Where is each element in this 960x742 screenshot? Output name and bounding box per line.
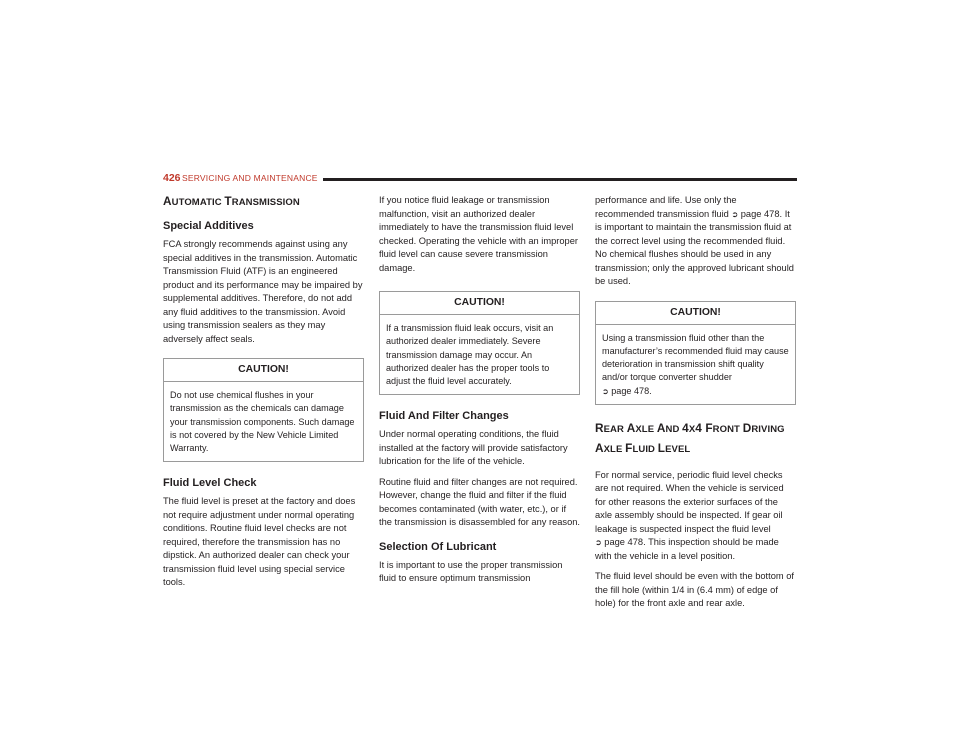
- caution-text: Using a transmission fluid other than the manufacturer’s recommended fluid may cause deterioration in transmission shift quality and/or torque converter shudder ➲ page 478.: [602, 332, 789, 396]
- caution-title: CAUTION!: [164, 359, 363, 382]
- rear-axle-heading: REAR AXLE AND 4X4 FRONT DRIVING AXLE FLUID LEVEL: [595, 420, 785, 455]
- lubricant-continued-text: performance and life. Use only the recommended transmission fluid ➲ page 478. It is important to maintain the transmission fluid at the correct level using the recommended fluid. No chemical flushes should be used in any transmission; only the approved lubricant should be used.: [595, 195, 794, 286]
- header-rule: [323, 178, 797, 181]
- rear-axle-text: For normal service, periodic fluid level checks are not required. When the vehicle is serviced for other reasons the exterior surfaces of the axle assembly should be inspected. If gear oil leakage is suspected inspect the fluid level ➲ page 478. This inspection should be made with the vehicle in a level position.: [595, 469, 784, 561]
- arrow-right-icon: ➲: [731, 209, 739, 219]
- fluid-level-check-heading: Fluid Level Check: [163, 477, 257, 490]
- page-reference-link[interactable]: page 478.: [604, 537, 646, 548]
- caution-box: [163, 358, 364, 462]
- caution-box: [595, 301, 796, 405]
- fluid-filter-changes-heading: Fluid And Filter Changes: [379, 410, 509, 423]
- leak-text: If you notice fluid leakage or transmission malfunction, visit an authorized dealer immediately to have the transmission fluid level checked. Operating the vehicle with an improper fluid level can cause severe transmission damage.: [379, 195, 578, 273]
- caution-title: CAUTION!: [380, 292, 579, 315]
- axle-fluid-level-text: The fluid level should be even with the bottom of the fill hole (within 1/4 in (6.4 mm) of edge of hole) for the front axle and rear axle.: [595, 571, 794, 609]
- page-reference-link[interactable]: page 478.: [611, 385, 652, 396]
- special-additives-heading: Special Additives: [163, 220, 254, 232]
- arrow-right-icon: ➲: [595, 538, 602, 548]
- fluid-filter-text-2: Routine fluid and filter changes are not required. However, change the fluid and filter if the fluid becomes contaminated (with water, etc.), or if the transmission is disassembled for any reason.: [379, 476, 581, 528]
- caution-text: If a transmission fluid leak occurs, visit an authorized dealer immediately. Severe transmission damage may occur. An authorized dealer has the proper tools to adjust the fluid level accurately.: [386, 323, 554, 387]
- page-number: 426: [163, 172, 181, 184]
- column-3: [595, 194, 796, 618]
- special-additives-text: FCA strongly recommends against using any special additives in the transmission. Automatic Transmission Fluid (ATF) is an engineered product and its performance may be impaired by supplemental additives. Therefore, do not add any fluid additives to the transmission. Avoid using transmission sealers as they may adversely affect seals.: [163, 239, 363, 344]
- column-1: [163, 194, 364, 597]
- caution-text: Do not use chemical flushes in your transmission as the chemicals can damage your transmission components. Such damage is not covered by the New Vehicle Limited Warranty.: [170, 390, 355, 454]
- caution-box: [379, 291, 580, 395]
- fluid-filter-text-1: Under normal operating conditions, the fluid installed at the factory will provide satisfactory lubrication for the life of the vehicle.: [379, 429, 568, 467]
- automatic-transmission-heading: AUTOMATIC TRANSMISSION: [163, 194, 300, 208]
- page-reference-link[interactable]: page 478.: [740, 208, 783, 219]
- page-header: [163, 172, 797, 186]
- arrow-right-icon: ➲: [602, 386, 609, 396]
- caution-title: CAUTION!: [596, 302, 795, 325]
- selection-of-lubricant-heading: Selection Of Lubricant: [379, 540, 497, 553]
- selection-of-lubricant-text: It is important to use the proper transmission fluid to ensure optimum transmission: [379, 559, 563, 584]
- fluid-level-check-text: The fluid level is preset at the factory and does not require adjustment under normal operating conditions. Routine fluid level checks are not required, therefore the transmission has no dipstick. An authorized dealer can check your transmission fluid level using special service tools.: [163, 496, 356, 588]
- column-2: [379, 194, 580, 593]
- section-name: SERVICING AND MAINTENANCE: [182, 173, 318, 183]
